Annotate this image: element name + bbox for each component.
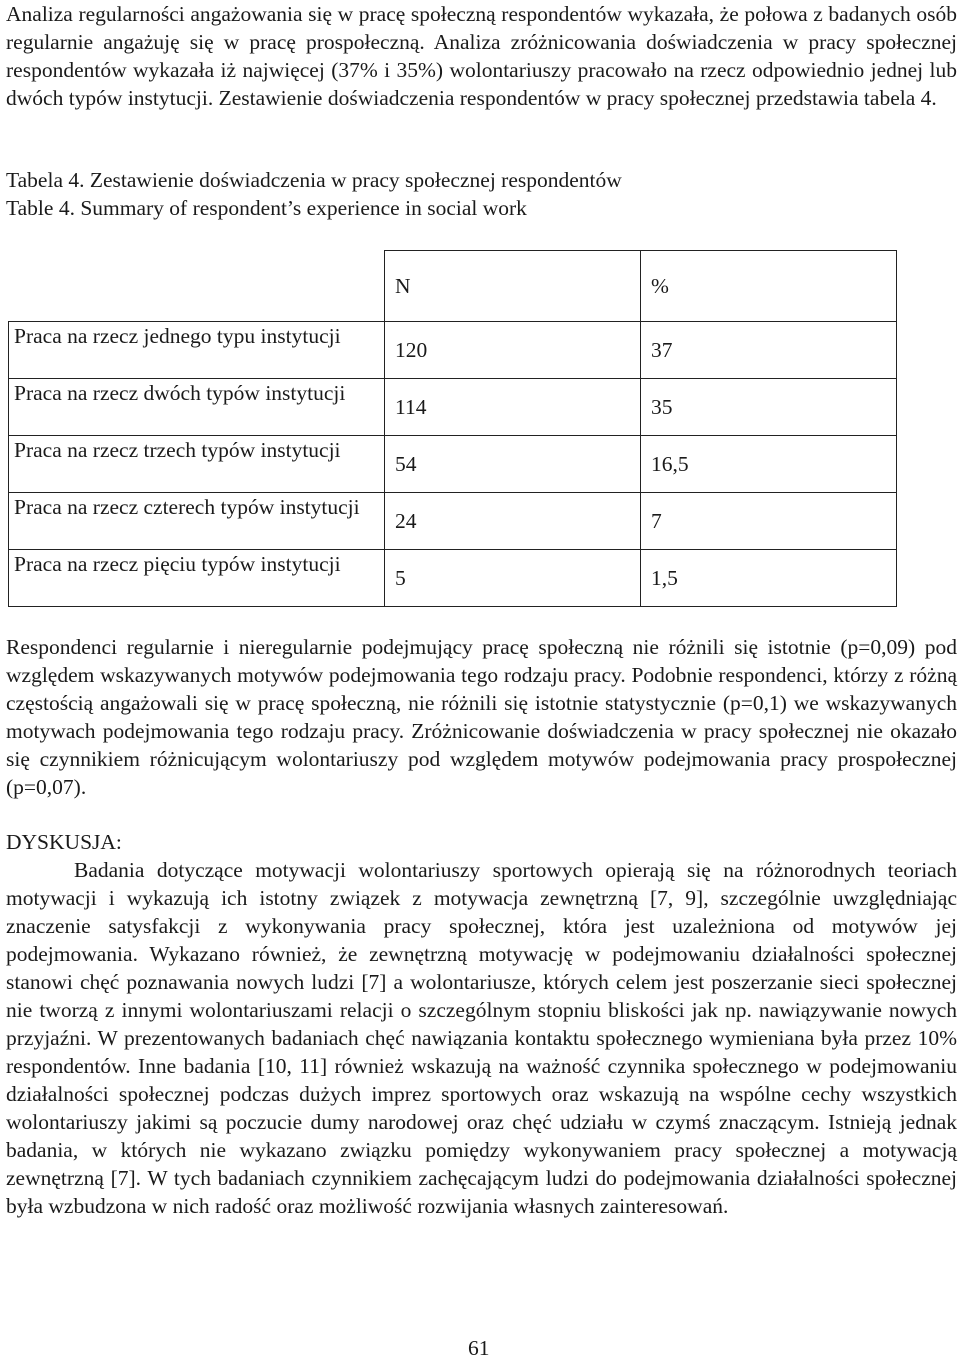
table-header-pct: % — [641, 251, 897, 322]
page-number: 61 — [468, 1336, 490, 1360]
table-header-empty — [9, 251, 385, 322]
table-row-label: Praca na rzecz dwóch typów instytucji — [9, 379, 385, 436]
experience-table — [8, 250, 897, 607]
table-row-n: 114 — [385, 379, 641, 436]
discussion-paragraph: Badania dotyczące motywacji wolontariuszy sportowych opierają się na różnorodnych teoriach motywacji i wykazują ich istotny związek z motywacja zewnętrzną [7, 9], szczególnie uwzględniając znaczenie satysfakcji z wykonywania pracy społecznej, która jest uzależniona od motywów jej podejmowania. Wykazano również, że zewnętrzną motywację w podejmowaniu działalności społecznej stanowi chęć poznawania nowych ludzi [7] a wolontariusze, których celem jest poszerzanie sieci społecznej nie tworzą z innymi wolontariuszami relacji o szczególnym stopniu bliskości jak np. nawiązywanie nowych przyjaźni. W prezentowanych badaniach chęć nawiązania kontaktu społecznego wymieniana była przez 10% respondentów. Inne badania [10, 11] również wskazują na ważność czynnika społecznego w podejmowaniu działalności społecznej podczas dużych imprez sportowych oraz wskazują na wspólne cechy wszystkich wolontariuszy jakimi są poczucie dumy narodowej oraz chęć udziału w czymś znaczącym. Istnieją jednak badania, w których nie wykazano związku pomiędzy wykonywaniem pracy społecznej a motywacją zewnętrzną [7]. W tych badaniach czynnikiem zachęcającym ludzi do podejmowania działalności społecznej była wzbudzona w nich radość oraz możliwość rozwijania własnych zainteresowań. — [6, 858, 957, 1218]
table-row — [9, 322, 897, 379]
table-row-pct: 37 — [641, 322, 897, 379]
table-row-label: Praca na rzecz czterech typów instytucji — [9, 493, 385, 550]
table-row-pct: 35 — [641, 379, 897, 436]
table-row-pct: 1,5 — [641, 550, 897, 607]
table-row-n: 5 — [385, 550, 641, 607]
table-row-pct: 7 — [641, 493, 897, 550]
table-row-n: 120 — [385, 322, 641, 379]
table-row — [9, 550, 897, 607]
table-row — [9, 379, 897, 436]
table-row — [9, 493, 897, 550]
table-row-label: Praca na rzecz jednego typu instytucji — [9, 322, 385, 379]
table-row — [9, 436, 897, 493]
table-header-n: N — [385, 251, 641, 322]
discussion-heading: DYSKUSJA: — [6, 830, 122, 854]
table-row-n: 54 — [385, 436, 641, 493]
results-paragraph: Respondenci regularnie i nieregularnie podejmujący pracę społeczną nie różnili się istotnie (p=0,09) pod względem wskazywanych motywów podejmowania tego rodzaju pracy. Podobnie respondenci, którzy z różną częstością angażowali się w pracę społeczną, nie różnili się istotnie statystycznie (p=0,1) we wskazywanych motywach podejmowania tego rodzaju pracy. Zróżnicowanie doświadczenia w pracy społecznej nie okazało się czynnikiem różnicującym wolontariuszy pod względem motywów podejmowania pracy prospołecznej (p=0,07). — [6, 635, 957, 799]
intro-paragraph: Analiza regularności angażowania się w pracę społeczną respondentów wykazała, że połowa z badanych osób regularnie angażuję się w pracę prospołeczną. Analiza zróżnicowania doświadczenia w pracy społecznej respondentów wykazała iż najwięcej (37% i 35%) wolontariuszy pracowało na rzecz odpowiednio jednej lub dwóch typów instytucji. Zestawienie doświadczenia respondentów w pracy społecznej przedstawia tabela 4. — [6, 2, 957, 110]
table-caption-en: Table 4. Summary of respondent’s experience in social work — [6, 196, 527, 220]
table-header-row — [9, 251, 897, 322]
table-caption-pl: Tabela 4. Zestawienie doświadczenia w pracy społecznej respondentów — [6, 168, 622, 192]
table-row-pct: 16,5 — [641, 436, 897, 493]
table-row-label: Praca na rzecz trzech typów instytucji — [9, 436, 385, 493]
table-row-n: 24 — [385, 493, 641, 550]
table-row-label: Praca na rzecz pięciu typów instytucji — [9, 550, 385, 607]
